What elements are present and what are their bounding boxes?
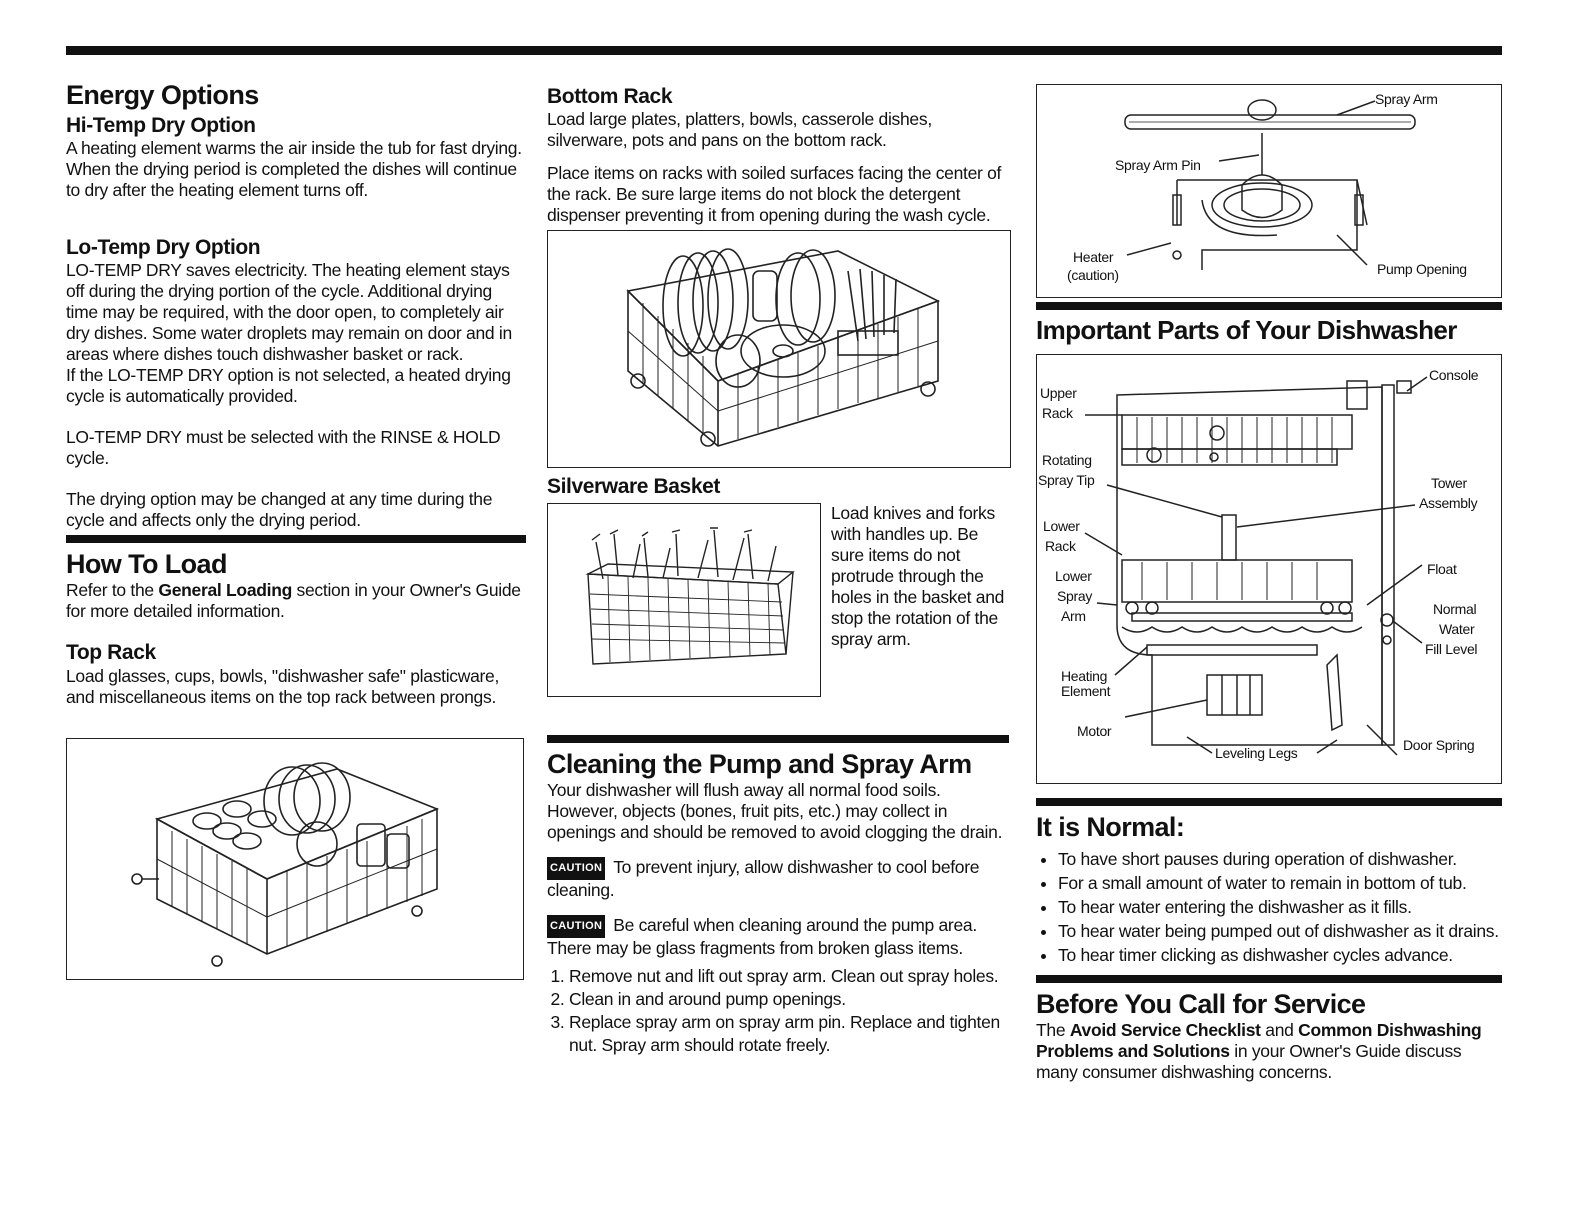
list-item: • To have short pauses during operation of dishwasher. <box>1058 847 1502 871</box>
label-spray-arm-pin: Spray Arm Pin <box>1115 157 1201 173</box>
list-item: • To hear water entering the dishwasher as it fills. <box>1058 895 1502 919</box>
spray-arm-diagram <box>1036 84 1502 298</box>
cleaning-steps <box>547 965 1009 1057</box>
label-float: Float <box>1427 560 1457 577</box>
step-item: 3. Replace spray arm on spray arm pin. Replace and tighten nut. Spray arm should rotate freely. <box>569 1011 1009 1057</box>
silverware-drawing <box>548 504 820 696</box>
label-lower-rack: Rack <box>1045 537 1076 554</box>
label-spray: Spray <box>1057 587 1093 604</box>
label-lower-2: Lower <box>1055 567 1092 584</box>
important-parts-heading: Important Parts of Your Dishwasher <box>1036 315 1457 345</box>
bottom-rack-heading: Bottom Rack <box>547 85 673 108</box>
label-rotating: Rotating <box>1042 451 1092 468</box>
label-heater: Heater <box>1073 249 1114 265</box>
label-tower: Tower <box>1431 474 1467 491</box>
service-text <box>1036 1020 1502 1083</box>
label-fill-level: Fill Level <box>1425 640 1478 657</box>
silverware-text: Load knives and forks with handles up. Be sure items do not protrude through the holes in the basket and stop the rotation of the spray arm. <box>831 503 1005 650</box>
bottom-rack-drawing <box>548 231 1010 467</box>
label-upper: Upper <box>1040 384 1077 401</box>
section-rule <box>66 535 526 543</box>
column-middle <box>547 84 1009 1057</box>
cleaning-intro: Your dishwasher will flush away all normal food soils. However, objects (bones, fruit pits, etc.) may collect in openings and should be removed to avoid clogging the drain. <box>547 780 1003 843</box>
bottom-rack-illustration <box>547 230 1011 468</box>
label-leveling-legs: Leveling Legs <box>1215 744 1298 761</box>
lotemp-text-1: LO-TEMP DRY saves electricity. The heating element stays off during the drying portion of the cycle. Additional drying time may be required, with the door open, to completely air dry dishes. Some water droplets may remain on door and in areas where dishes touch dishwasher basket or rack. <box>66 260 512 365</box>
caution-2 <box>547 915 1009 959</box>
caution-badge: CAUTION <box>547 857 605 880</box>
label-arm: Arm <box>1061 607 1086 624</box>
label-water: Water <box>1439 620 1475 637</box>
caution-badge: CAUTION <box>547 915 605 938</box>
silverware-basket-heading: Silverware Basket <box>547 475 720 499</box>
label-motor: Motor <box>1077 722 1112 739</box>
label-assembly: Assembly <box>1419 494 1478 511</box>
label-caution: (caution) <box>1067 267 1119 283</box>
it-is-normal-heading: It is Normal: <box>1036 811 1185 842</box>
label-lower: Lower <box>1043 517 1080 534</box>
column-left <box>66 80 526 980</box>
section-rule <box>547 735 1009 743</box>
label-spray-arm: Spray Arm <box>1375 91 1438 107</box>
hitemp-text: A heating element warms the air inside the tub for fast drying. When the drying period is completed the dishes will continue to dry after the heating element turns off. <box>66 138 522 201</box>
hitemp-heading: Hi-Temp Dry Option <box>66 114 256 138</box>
label-element: Element <box>1061 682 1111 699</box>
caution-1-text: To prevent injury, allow dishwasher to cool before cleaning. <box>547 857 980 901</box>
silverware-illustration <box>547 503 821 697</box>
dishwasher-parts-diagram <box>1036 354 1502 784</box>
top-rule <box>66 46 1502 55</box>
normal-list <box>1036 847 1502 967</box>
service-text-2: and <box>1260 1019 1299 1040</box>
section-rule <box>1036 798 1502 806</box>
intro-text-end: section in your Owner's Guide for more detailed information. <box>66 580 521 622</box>
bottom-rack-text-1: Load large plates, platters, bowls, casserole dishes, silverware, pots and pans on the bottom rack. <box>547 109 932 151</box>
label-spray-tip: Spray Tip <box>1038 471 1095 488</box>
list-item: • For a small amount of water to remain in bottom of tub. <box>1058 871 1502 895</box>
label-door-spring: Door Spring <box>1403 736 1475 753</box>
caution-1 <box>547 857 1009 901</box>
top-rack-drawing <box>67 739 523 979</box>
lotemp-heading: Lo-Temp Dry Option <box>66 236 261 260</box>
top-rack-illustration <box>66 738 524 980</box>
section-rule <box>1036 975 1502 983</box>
list-item: • To hear water being pumped out of dishwasher as it drains. <box>1058 919 1502 943</box>
step-item: 2. Clean in and around pump openings. <box>569 988 1009 1011</box>
before-service-heading: Before You Call for Service <box>1036 988 1366 1019</box>
label-console: Console <box>1429 366 1479 383</box>
label-pump-opening: Pump Opening <box>1377 261 1467 277</box>
general-loading-ref: General Loading <box>158 580 292 601</box>
cleaning-heading: Cleaning the Pump and Spray Arm <box>547 749 972 780</box>
list-item: • To hear timer clicking as dishwasher cycles advance. <box>1058 943 1502 967</box>
lotemp-text-2: If the LO-TEMP DRY option is not selected, a heated drying cycle is automatically provided. <box>66 365 511 407</box>
energy-options-heading: Energy Options <box>66 80 259 110</box>
top-rack-heading: Top Rack <box>66 641 156 665</box>
service-text-1: The <box>1036 1019 1070 1040</box>
column-right <box>1036 84 1502 1083</box>
lotemp-text-4: The drying option may be changed at any time during the cycle and affects only the drying period. <box>66 489 493 531</box>
section-rule <box>1036 302 1502 310</box>
caution-2-text: Be careful when cleaning around the pump area. There may be glass fragments from broken glass items. <box>547 915 977 959</box>
bottom-rack-text-2: Place items on racks with soiled surfaces facing the center of the rack. Be sure large items do not block the detergent dispenser preventing it from opening during the wash cycle. <box>547 163 1002 226</box>
lotemp-text-3: LO-TEMP DRY must be selected with the RINSE & HOLD cycle. <box>66 427 501 469</box>
service-text-3: in your Owner's Guide discuss many consumer dishwashing concerns. <box>1036 1040 1462 1082</box>
label-heating: Heating <box>1061 667 1108 684</box>
how-to-load-intro <box>66 580 526 622</box>
intro-text: Refer to the <box>66 580 159 601</box>
label-rack: Rack <box>1042 404 1073 421</box>
problems-ref: Common Dishwashing Problems and Solutions <box>1036 1019 1482 1061</box>
label-normal: Normal <box>1433 600 1477 617</box>
how-to-load-heading: How To Load <box>66 549 227 580</box>
silverware-section <box>547 503 1009 699</box>
checklist-ref: Avoid Service Checklist <box>1069 1019 1261 1040</box>
step-item: 1. Remove nut and lift out spray arm. Clean out spray holes. <box>569 965 1009 988</box>
top-rack-text: Load glasses, cups, bowls, "dishwasher safe" plasticware, and miscellaneous items on the top rack between prongs. <box>66 665 500 707</box>
